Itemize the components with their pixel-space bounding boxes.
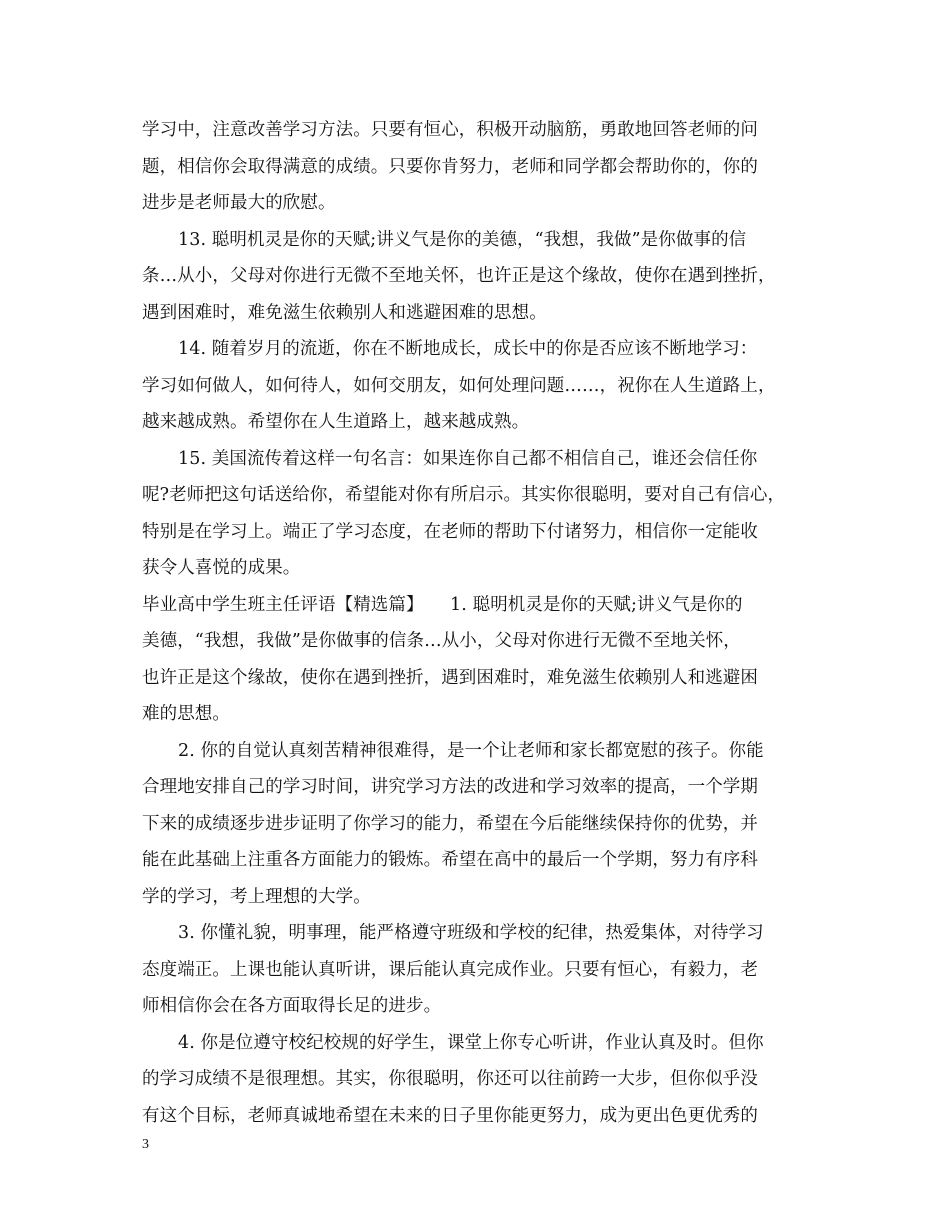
text-line: 4. 你是位遵守校纪校规的好学生，课堂上你专心听讲，作业认真及时。但你 — [178, 1032, 764, 1053]
text-line: 合理地安排自己的学习时间，讲究学习方法的改进和学习效率的提高，一个学期 — [142, 777, 758, 797]
text-line: 难的思想。 — [142, 704, 230, 724]
text-line: 进步是老师最大的欣慰。 — [142, 193, 336, 213]
text-line: 毕业高中学生班主任评语【精选篇】 1. 聪明机灵是你的天赋;讲义气是你的 — [142, 594, 743, 615]
text-line: 15. 美国流传着这样一句名言：如果连你自己都不相信自己，谁还会信任你 — [178, 448, 758, 469]
document-body — [142, 112, 814, 1134]
text-line: 14. 随着岁月的流逝，你在不断地成长，成长中的你是否应该不断地学习： — [178, 339, 758, 359]
page-number: 3 — [142, 1137, 149, 1152]
text-line: 学习中，注意改善学习方法。只要有恒心，积极开动脑筋，勇敢地回答老师的问 — [142, 120, 758, 140]
text-line: 下来的成绩逐步进步证明了你学习的能力，希望在今后能继续保持你的优势，并 — [142, 813, 758, 834]
text-line: 特别是在学习上。端正了学习态度，在老师的帮助下付诸努力，相信你一定能收 — [142, 521, 758, 542]
text-line: 师相信你会在各方面取得长足的进步。 — [142, 996, 442, 1016]
text-line: 的学习成绩不是很理想。其实，你很聪明，你还可以往前跨一大步，但你似乎没 — [142, 1069, 758, 1089]
text-line: 态度端正。上课也能认真听讲，课后能认真完成作业。只要有恒心，有毅力，老 — [142, 959, 758, 980]
text-line: 学习如何做人，如何待人，如何交朋友，如何处理问题……，祝你在人生道路上， — [142, 375, 776, 396]
text-line: 有这个目标，老师真诚地希望在未来的日子里你能更努力，成为更出色更优秀的 — [142, 1105, 758, 1126]
text-line: 也许正是这个缘故，使你在遇到挫折，遇到困难时，难免滋生依赖别人和逃避困 — [142, 667, 758, 688]
text-line: 条…从小，父母对你进行无微不至地关怀，也许正是这个缘故，使你在遇到挫折， — [142, 266, 776, 286]
text-line: 美德，“我想，我做”是你做事的信条…从小，父母对你进行无微不至地关怀， — [142, 631, 741, 651]
text-line: 获令人喜悦的成果。 — [142, 558, 301, 578]
text-line: 呢?老师把这句话送给你，希望能对你有所启示。其实你很聪明，要对自己有信心， — [142, 485, 786, 505]
text-line: 2. 你的自觉认真刻苦精神很难得，是一个让老师和家长都宽慰的孩子。你能 — [178, 740, 764, 761]
text-line: 题，相信你会取得满意的成绩。只要你肯努力，老师和同学都会帮助你的，你的 — [142, 156, 758, 177]
text-line: 学的学习，考上理想的大学。 — [142, 886, 371, 907]
text-line: 13. 聪明机灵是你的天赋;讲义气是你的美德，“我想，我做”是你做事的信 — [178, 229, 747, 250]
text-line: 3. 你懂礼貌，明事理，能严格遵守班级和学校的纪律，热爱集体，对待学习 — [178, 923, 764, 943]
text-line: 能在此基础上注重各方面能力的锻炼。希望在高中的最后一个学期，努力有序科 — [142, 850, 758, 870]
text-line: 遇到困难时，难免滋生依赖别人和逃避困难的思想。 — [142, 302, 547, 323]
text-line: 越来越成熟。希望你在人生道路上，越来越成熟。 — [142, 412, 530, 432]
